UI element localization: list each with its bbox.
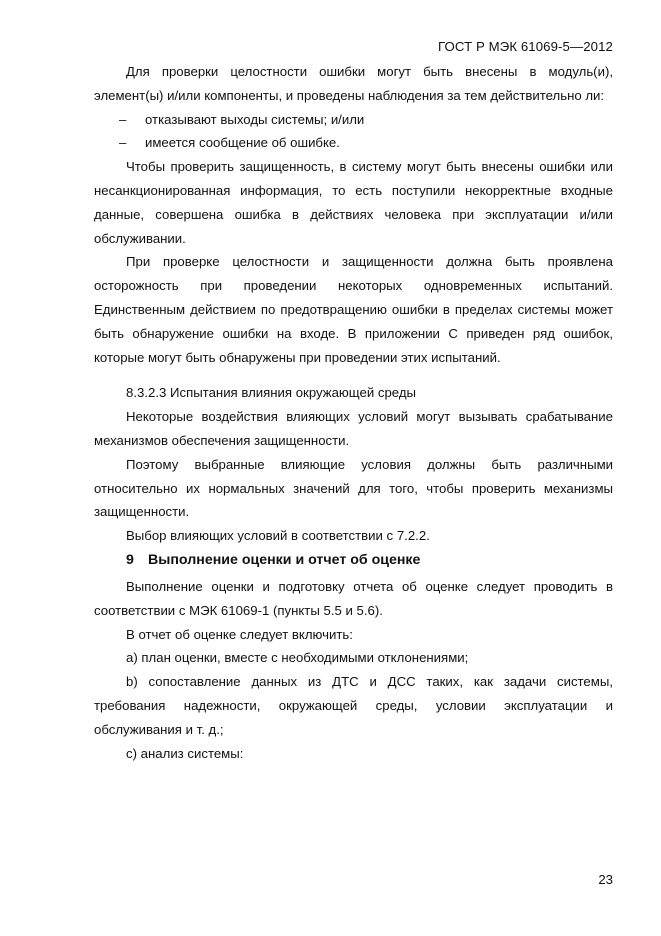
dash-list-item	[94, 131, 613, 155]
section-title: Выполнение оценки и отчет об оценке	[148, 551, 421, 568]
paragraph-report-intro: В отчет об оценке следует включить:	[126, 626, 353, 642]
dash-marker: –	[119, 135, 127, 151]
dash-item-text: имеется сообщение об ошибке.	[145, 135, 340, 151]
report-list-item	[94, 670, 613, 741]
subsection-heading: 8.3.2.3 Испытания влияния окружающей среды	[126, 385, 417, 401]
page-number: 23	[598, 872, 613, 887]
report-list-item	[94, 646, 613, 670]
list-marker: b)	[126, 674, 138, 690]
page-content	[94, 60, 613, 765]
document-header: ГОСТ Р МЭК 61069-5—2012	[438, 39, 613, 54]
dash-list-item	[94, 108, 613, 132]
list-marker: а)	[126, 650, 138, 666]
dash-item-text: отказывают выходы системы; и/или	[145, 111, 365, 127]
paragraph-integrity-check: Для проверки целостности ошибки могут быть внесены в модуль(и), элемент(ы) и/или компоненты, и проведены наблюдения за тем действительно ли:	[94, 64, 613, 103]
section-heading	[94, 548, 613, 572]
paragraph-security-check: Чтобы проверить защищенность, в систему могут быть внесены ошибки или несанкционированная информация, то есть поступили некорректные входные данные, совершена ошибка в действиях человека при эксплуатации и/или обслуживании.	[94, 159, 613, 246]
list-marker: с)	[126, 745, 137, 761]
report-list-item	[94, 742, 613, 766]
dash-marker: –	[119, 111, 127, 127]
paragraph-assessment: Выполнение оценки и подготовку отчета об оценке следует проводить в соответствии с МЭК 61069-1 (пункты 5.5 и 5.6).	[94, 578, 613, 618]
paragraph-condition-choice: Выбор влияющих условий в соответствии с 7.2.2.	[126, 528, 430, 544]
paragraph-environment-effects: Некоторые воздействия влияющих условий могут вызывать срабатывание механизмов обеспечения защищенности.	[94, 409, 613, 448]
paragraph-caution: При проверке целостности и защищенности должна быть проявлена осторожность при проведении некоторых одновременных испытаний. Единственным действием по предотвращению ошибки в пределах системы может быть обнаружение ошибки на входе. В приложении С приведен ряд ошибок, которые могут быть обнаружены при проведении этих испытаний.	[94, 254, 613, 365]
paragraph-selected-conditions: Поэтому выбранные влияющие условия должны быть различными относительно их нормальных значений для того, чтобы проверить механизмы защищенности.	[94, 456, 613, 520]
section-number: 9	[126, 551, 134, 568]
list-item-text: анализ системы:	[140, 745, 244, 761]
list-item-text: сопоставление данных из ДТС и ДСС таких, как задачи системы, требования надежности, окружающей среды, условии эксплуатации и обслуживания и т. д.;	[94, 674, 613, 737]
list-item-text: план оценки, вместе с необходимыми отклонениями;	[141, 650, 469, 666]
